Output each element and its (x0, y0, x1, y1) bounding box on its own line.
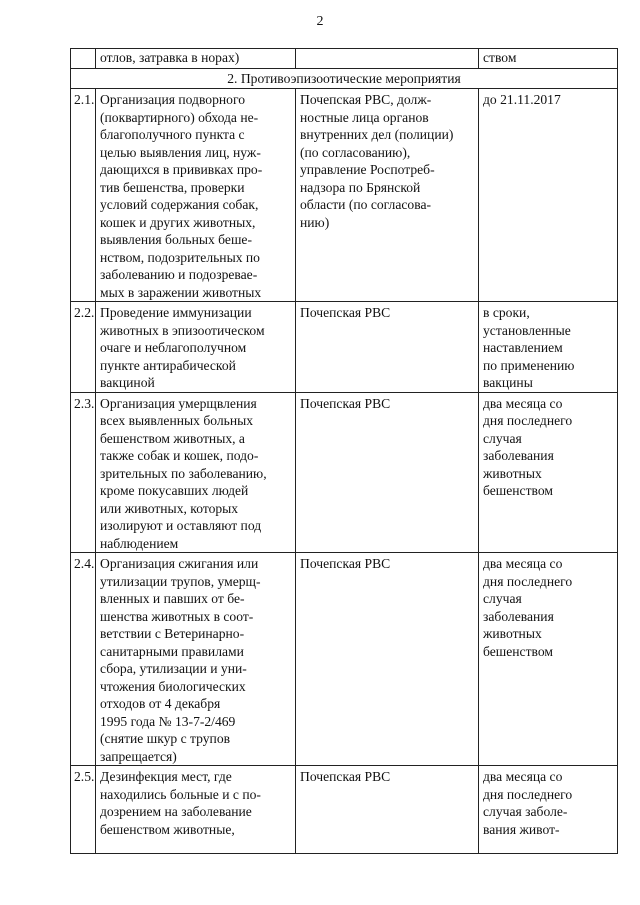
deadline-cell: два месяца со дня последнего случая заболевания животных бешенством (479, 392, 618, 553)
measure-cell: Организация подворного (поквартирного) обхода не- благополучного пункта с целью выявления лиц, нуж- дающихся в прививках про- тив бешенства, проверки условий содержания собак, кошек и других животных, выявления больных беше- нством, подозрительных по заболеванию и подозревае- мых в заражении животных (96, 89, 296, 302)
row-number: 2.5. (71, 766, 96, 854)
deadline-cell: до 21.11.2017 (479, 89, 618, 302)
executor-cell: Почепская РВС (296, 766, 479, 854)
carry-over-row (71, 49, 618, 69)
measure-cell: Проведение иммунизации животных в эпизоотическом очаге и неблагополучном пункте антирабической вакциной (96, 302, 296, 393)
row-number: 2.2. (71, 302, 96, 393)
table-row (71, 392, 618, 553)
executor-cell: Почепская РВС (296, 392, 479, 553)
section-heading-row (71, 69, 618, 89)
measure-cell: Организация сжигания или утилизации трупов, умерщ- вленных и павших от бе- шенства животных в соот- ветствии с Ветеринарно- санитарными правилами сбора, утилизации и уни- чтожения биологических отходов от 4 декабря 1995 года № 13-7-2/469 (снятие шкур с трупов запрещается) (96, 553, 296, 766)
executor-cell: Почепская РВС (296, 553, 479, 766)
table-row (71, 302, 618, 393)
table-row (71, 766, 618, 854)
row-number: 2.1. (71, 89, 96, 302)
measures-table (70, 48, 618, 854)
deadline-cell: в сроки, установленные наставлением по применению вакцины (479, 302, 618, 393)
measure-cell: отлов, затравка в норах) (96, 49, 296, 69)
measure-cell: Организация умерщвления всех выявленных больных бешенством животных, а также собак и кошек, подо- зрительных по заболеванию, кроме покусавших людей или животных, которых изолируют и оставляют под наблюдением (96, 392, 296, 553)
table-row (71, 89, 618, 302)
executor-cell (296, 49, 479, 69)
section-title: 2. Противоэпизоотические мероприятия (71, 69, 618, 89)
page-number: 2 (316, 14, 324, 29)
measure-cell: Дезинфекция мест, где находились больные и с по- дозрением на заболевание бешенством животные, (96, 766, 296, 854)
executor-cell: Почепская РВС (296, 302, 479, 393)
executor-cell: Почепская РВС, долж- ностные лица органов внутренних дел (полиции) (по согласованию), управление Роспотреб- надзора по Брянской области (по согласова- нию) (296, 89, 479, 302)
row-number: 2.4. (71, 553, 96, 766)
deadline-cell: два месяца со дня последнего случая заболе- вания живот- (479, 766, 618, 854)
table-row (71, 553, 618, 766)
row-number: 2.3. (71, 392, 96, 553)
deadline-cell: два месяца со дня последнего случая заболевания животных бешенством (479, 553, 618, 766)
row-number (71, 49, 96, 69)
deadline-cell: ством (479, 49, 618, 69)
